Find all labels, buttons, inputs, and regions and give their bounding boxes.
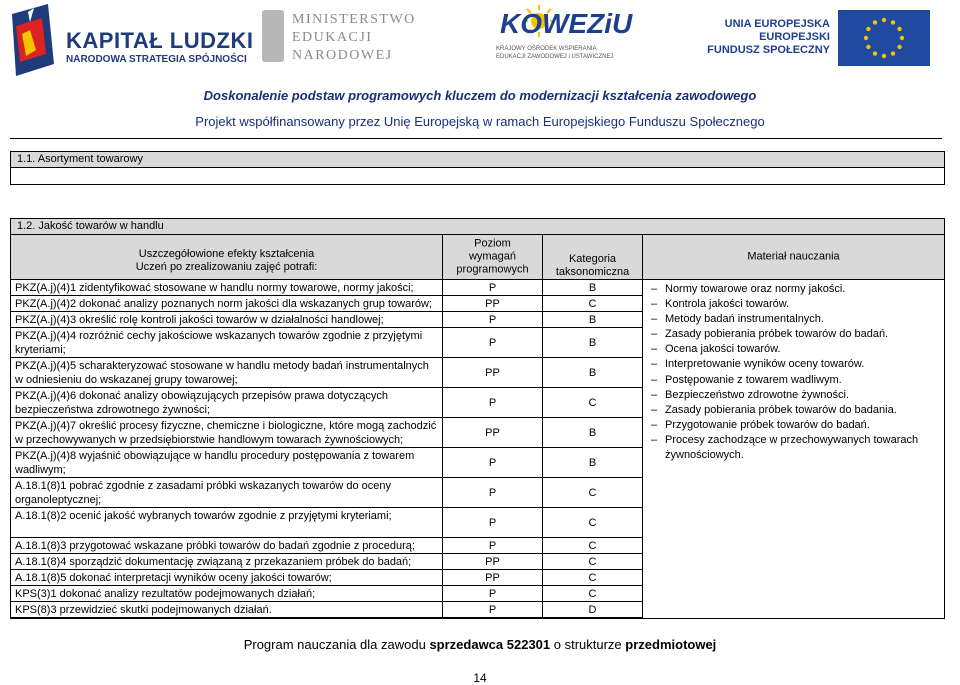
- effect-cell: PKZ(A.j)(4)7 określić procesy fizyczne, chemiczne i biologiczne, które mogą zachodzić w przechowywanych w przedsiębiorstwie handlowym towarach żywnościowych;: [11, 418, 443, 447]
- section-asortyment: [10, 151, 945, 185]
- category-cell: B: [543, 448, 643, 477]
- kapital-ludzki-flag-icon: [8, 4, 58, 76]
- effect-cell: A.18.1(8)3 przygotować wskazane próbki towarów do badań zgodnie z procedurą;: [11, 538, 443, 553]
- table-row: [11, 448, 643, 478]
- ministerstwo-logo: [262, 8, 416, 68]
- eu-star-icon: [891, 51, 895, 55]
- effect-cell: PKZ(A.j)(4)4 rozróżnić cechy jakościowe wskazanych towarów zgodnie z przyjętymi kryteriami;: [11, 328, 443, 357]
- material-item: – Ocena jakości towarów.: [651, 342, 941, 357]
- level-header-line2: wymagań: [468, 250, 517, 263]
- level-cell: PP: [443, 554, 543, 569]
- level-cell: P: [443, 478, 543, 507]
- table-row: [11, 418, 643, 448]
- section-title: 1.1. Asortyment towarowy: [11, 152, 944, 168]
- section-body-empty: [11, 168, 944, 184]
- effect-cell: PKZ(A.j)(4)2 dokonać analizy poznanych norm jakości dla wskazanych grup towarów;: [11, 296, 443, 311]
- koweziu-wordmark: KOWEZiU: [500, 8, 633, 39]
- category-cell: C: [543, 538, 643, 553]
- table-row: [11, 554, 643, 570]
- material-item: – Bezpieczeństwo zdrowotne żywności.: [651, 388, 941, 403]
- material-item: – Normy towarowe oraz normy jakości.: [651, 282, 941, 297]
- material-item: – Postępowanie z towarem wadliwym.: [651, 373, 941, 388]
- material-header-label: Materiał nauczania: [747, 250, 840, 263]
- level-cell: P: [443, 280, 543, 295]
- category-cell: C: [543, 554, 643, 569]
- page-number: 14: [473, 671, 487, 685]
- table-row: [11, 586, 643, 602]
- koweziu-subline1: KRAJOWY OŚRODEK WSPIERANIA: [496, 46, 597, 52]
- table-row: [11, 312, 643, 328]
- effects-table: [11, 235, 944, 618]
- project-title: Doskonalenie podstaw programowych kluczem do modernizacji kształcenia zawodowego: [203, 88, 757, 103]
- kapital-ludzki-logo: [8, 4, 254, 76]
- eu-star-icon: [900, 36, 904, 40]
- eu-star-icon: [873, 20, 877, 24]
- ministerstwo-line1: MINISTERSTWO: [292, 12, 416, 27]
- level-cell: P: [443, 448, 543, 477]
- material-item: – Metody badań instrumentalnych.: [651, 312, 941, 327]
- table-row: [11, 358, 643, 388]
- category-cell: C: [543, 296, 643, 311]
- footer-profession: sprzedawca 522301: [429, 637, 551, 652]
- category-cell: C: [543, 508, 643, 537]
- category-cell: D: [543, 602, 643, 617]
- material-item: – Interpretowanie wyników oceny towarów.: [651, 357, 941, 372]
- effect-cell: KPS(8)3 przewidzieć skutki podejmowanych działań.: [11, 602, 443, 617]
- level-cell: P: [443, 586, 543, 601]
- level-cell: PP: [443, 296, 543, 311]
- effect-cell: PKZ(A.j)(4)5 scharakteryzować stosowane w handlu metody badań instrumentalnych w odniesieniu do wskazanej grupy towarowej;: [11, 358, 443, 387]
- category-cell: C: [543, 388, 643, 417]
- category-header-line1: Kategoria: [568, 253, 617, 265]
- eu-star-icon: [897, 27, 901, 31]
- effect-cell: PKZ(A.j)(4)3 określić rolę kontroli jakości towarów w działalności handlowej;: [11, 312, 443, 327]
- level-cell: PP: [443, 418, 543, 447]
- footer-middle: o strukturze: [550, 637, 626, 652]
- level-cell: PP: [443, 358, 543, 387]
- table-row: [11, 478, 643, 508]
- project-subtitle: Projekt współfinansowany przez Unię Europejską w ramach Europejskiego Funduszu Społecznego: [195, 114, 765, 129]
- material-list: [651, 282, 941, 463]
- table-row: [11, 570, 643, 586]
- table-row: [11, 538, 643, 554]
- eu-star-icon: [891, 20, 895, 24]
- ministerstwo-line2: EDUKACJI: [292, 30, 373, 45]
- effect-cell: KPS(3)1 dokonać analizy rezultatów podejmowanych działań;: [11, 586, 443, 601]
- level-cell: PP: [443, 570, 543, 585]
- eu-star-icon: [864, 36, 868, 40]
- level-cell: P: [443, 602, 543, 617]
- level-header-line1: Poziom: [474, 237, 511, 250]
- effect-cell: A.18.1(8)4 sporządzić dokumentację związaną z przekazaniem próbek do badań;: [11, 554, 443, 569]
- effects-rows: [11, 280, 643, 618]
- material-item: – Zasady pobierania próbek towarów do badań.: [651, 327, 941, 342]
- column-header-effects: [11, 235, 443, 280]
- material-item: – Kontrola jakości towarów.: [651, 297, 941, 312]
- column-header-material: [643, 235, 944, 280]
- category-cell: B: [543, 358, 643, 387]
- table-row: [11, 388, 643, 418]
- table-row: [11, 296, 643, 312]
- footer-program: [0, 637, 960, 652]
- category-cell: B: [543, 418, 643, 447]
- eagle-icon: [262, 10, 284, 62]
- level-cell: P: [443, 388, 543, 417]
- koweziu-subline2: EDUKACJI ZAWODOWEJ i USTAWICZNEJ: [496, 54, 614, 60]
- category-cell: B: [543, 280, 643, 295]
- column-header-level: [443, 235, 543, 280]
- category-cell: B: [543, 312, 643, 327]
- eu-star-icon: [882, 18, 886, 22]
- column-header-category: [543, 235, 643, 280]
- level-header-line3: programowych: [456, 263, 529, 276]
- material-item: – Procesy zachodzące w przechowywanych towarach żywnościowych.: [651, 433, 941, 463]
- eu-star-icon: [866, 45, 870, 49]
- level-cell: P: [443, 508, 543, 537]
- table-row: [11, 280, 643, 296]
- koweziu-logo: [470, 4, 633, 74]
- ministerstwo-line3: NARODOWEJ: [292, 48, 393, 63]
- section-title: 1.2. Jakość towarów w handlu: [11, 219, 944, 235]
- section-jakosc: [10, 218, 945, 619]
- material-item: – Przygotowanie próbek towarów do badań.: [651, 418, 941, 433]
- ue-line1: UNIA EUROPEJSKA: [724, 18, 830, 30]
- eu-star-icon: [873, 51, 877, 55]
- kapital-ludzki-title: KAPITAŁ LUDZKI: [66, 28, 254, 53]
- ue-line2: EUROPEJSKI: [759, 31, 830, 43]
- effect-cell: PKZ(A.j)(4)8 wyjaśnić obowiązujące w handlu procedury postępowania z towarem wadliwym;: [11, 448, 443, 477]
- eu-flag-icon: [838, 10, 930, 66]
- ue-logo: [700, 10, 940, 66]
- effect-cell: PKZ(A.j)(4)6 dokonać analizy obowiązujących przepisów prawa dotyczących bezpieczeństwa zdrowotnego żywności;: [11, 388, 443, 417]
- kapital-ludzki-subtitle: NARODOWA STRATEGIA SPÓJNOŚCI: [66, 54, 247, 65]
- category-header-line2: taksonomiczna: [555, 266, 630, 278]
- effect-cell: A.18.1(8)2 ocenić jakość wybranych towarów zgodnie z przyjętymi kryteriami;: [11, 508, 443, 537]
- eu-star-icon: [897, 45, 901, 49]
- effect-cell: PKZ(A.j)(4)1 zidentyfikować stosowane w handlu normy towarowe, normy jakości;: [11, 280, 443, 295]
- level-cell: P: [443, 538, 543, 553]
- category-cell: B: [543, 328, 643, 357]
- level-cell: P: [443, 312, 543, 327]
- logo-bar: [0, 0, 960, 82]
- effect-cell: A.18.1(8)1 pobrać zgodnie z zasadami próbki wskazanych towarów do oceny organoleptycznej;: [11, 478, 443, 507]
- eu-star-icon: [866, 27, 870, 31]
- category-cell: C: [543, 570, 643, 585]
- level-cell: P: [443, 328, 543, 357]
- eu-star-icon: [882, 54, 886, 58]
- effects-header-line1: Uszczegółowione efekty kształcenia: [138, 248, 315, 260]
- material-item: – Zasady pobierania próbek towarów do badania.: [651, 403, 941, 418]
- table-row: [11, 602, 643, 618]
- footer-structure: przedmiotowej: [625, 637, 717, 652]
- table-row: [11, 328, 643, 358]
- footer-prefix: Program nauczania dla zawodu: [243, 637, 430, 652]
- table-row: [11, 508, 643, 538]
- header-divider: [10, 138, 942, 139]
- effect-cell: A.18.1(8)5 dokonać interpretacji wyników oceny jakości towarów;: [11, 570, 443, 585]
- category-cell: C: [543, 478, 643, 507]
- ue-line3: FUNDUSZ SPOŁECZNY: [707, 44, 830, 56]
- effects-header-line2: Uczeń po zrealizowaniu zajęć potrafi:: [135, 261, 318, 273]
- category-cell: C: [543, 586, 643, 601]
